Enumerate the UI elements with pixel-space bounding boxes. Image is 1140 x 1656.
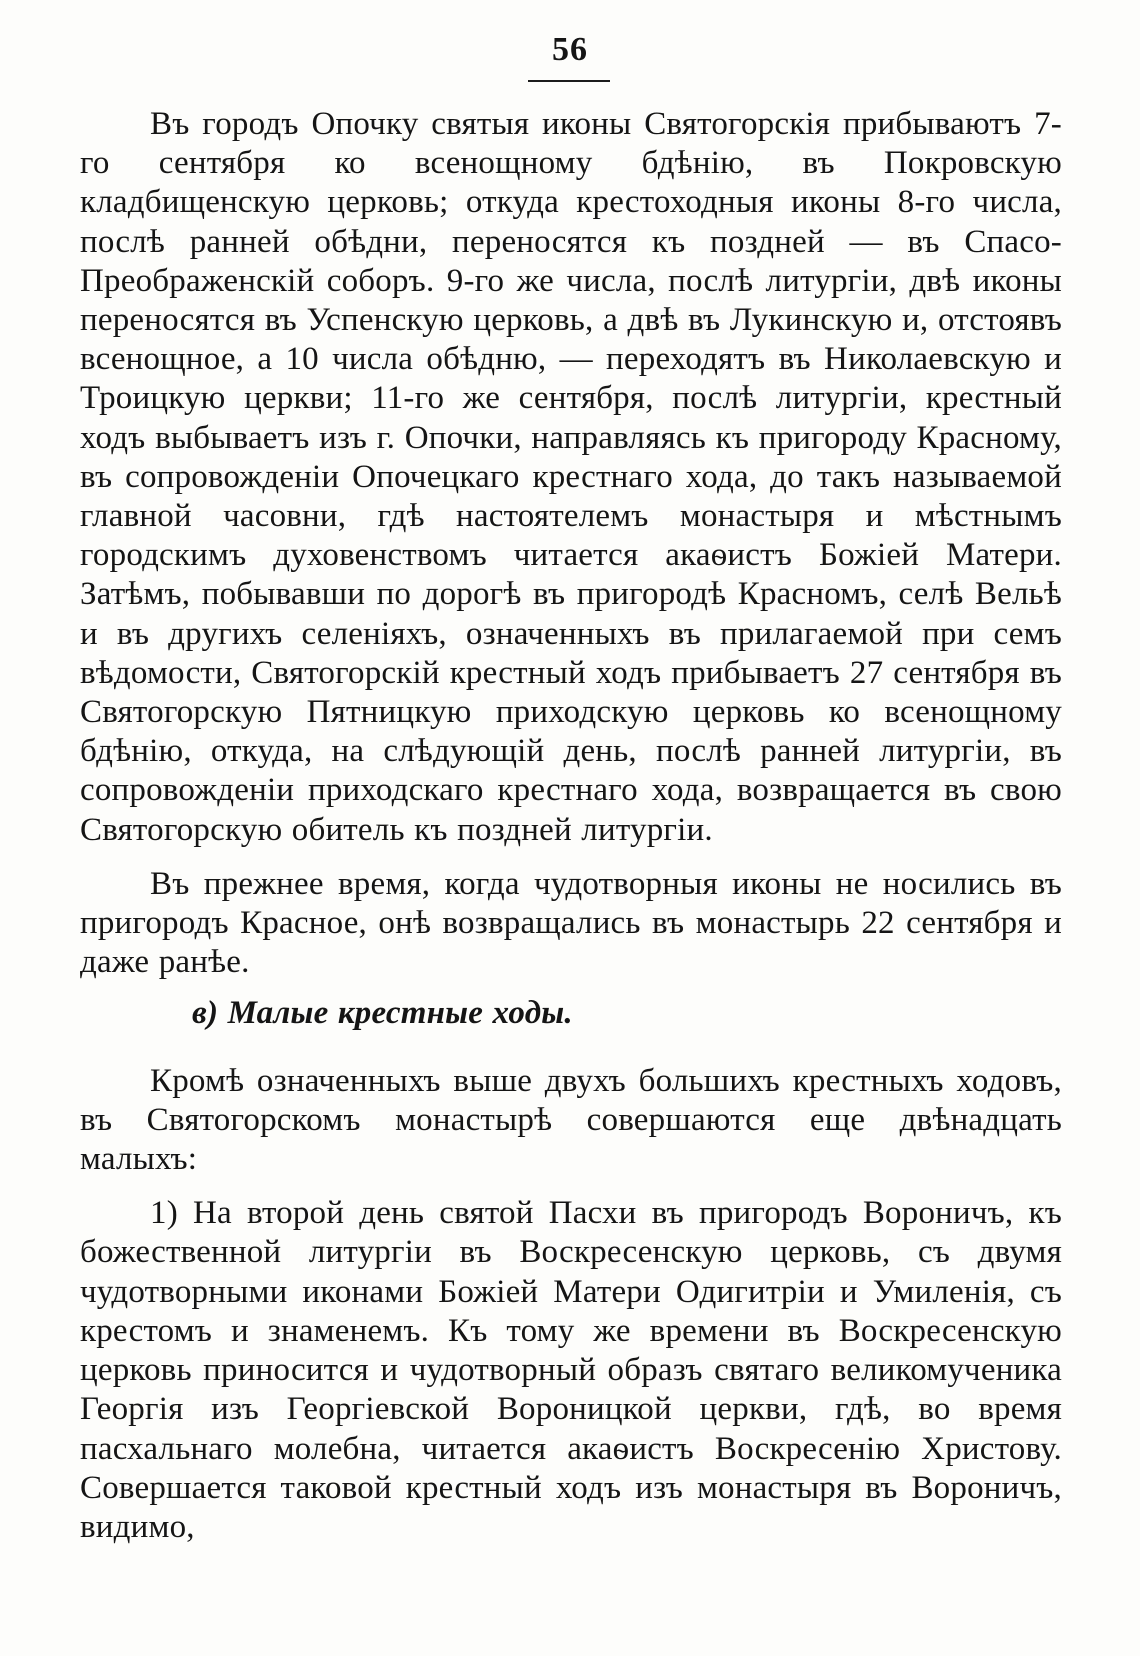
paragraph-twelve-small-processions: Кромѣ означенныхъ выше двухъ большихъ крестныхъ ходовъ, въ Святогорскомъ монастырѣ совершаются еще двѣнадцать малыхъ: (80, 1062, 1062, 1178)
section-heading-small-processions: в) Малые крестные ходы. (192, 995, 573, 1032)
paragraph-item-1-voronich: 1) На второй день святой Пасхи въ пригородъ Вороничъ, къ божественной литургіи въ Воскресенскую церковь, съ двумя чудотворными иконами Божіей Матери Одигитріи и Умиленія, съ крестомъ и знаменемъ. Къ тому же времени въ Воскресенскую церковь приносится и чудотворный образъ святаго великомученика Георгія изъ Георгіевской Вороницкой церкви, гдѣ, во время пасхальнаго молебна, читается акаѳистъ Воскресенію Христову. Совершается таковой крестный ходъ изъ монастыря въ Вороничъ, видимо, (80, 1195, 1062, 1545)
paragraph-former-times: Въ прежнее время, когда чудотворныя иконы не носились въ пригородъ Красное, онѣ возвращались въ монастырь 22 сентября и даже ранѣе. (80, 865, 1062, 981)
page-number: 56 (552, 31, 588, 68)
page-text (80, 105, 1062, 1547)
paragraph-procession-to-opochka: Въ городъ Опочку святыя иконы Святогорскія прибываютъ 7-го сентября ко всенощному бдѣнію, въ Покровскую кладбищенскую церковь; откуда крестоходныя иконы 8-го числа, послѣ ранней обѣдни, переносятся къ поздней — въ Спасо-Преображенскій соборъ. 9-го же числа, послѣ литургіи, двѣ иконы переносятся въ Успенскую церковь, а двѣ въ Лукинскую и, отстоявъ всенощное, а 10 числа обѣдню, — переходятъ въ Николаевскую и Троицкую церкви; 11-го же сентября, послѣ литургіи, крестный ходъ выбываетъ изъ г. Опочки, направляясь къ пригороду Красному, въ сопровожденіи Опочецкаго крестнаго хода, до такъ называемой главной часовни, гдѣ настоятелемъ монастыря и мѣстнымъ городскимъ духовенствомъ читается акаѳистъ Божіей Матери. Затѣмъ, побывавши по дорогѣ въ пригородѣ Красномъ, селѣ Вельѣ и въ другихъ селеніяхъ, означенныхъ въ прилагаемой при семъ вѣдомости, Святогорскій крестный ходъ прибываетъ 27 сентября въ Святогорскую Пятницкую приходскую церковь ко всенощному бдѣнію, откуда, на слѣдующій день, послѣ ранней литургіи, въ сопровожденіи приходскаго крестнаго хода, возвращается въ свою Святогорскую обитель къ поздней литургіи. (80, 106, 1062, 848)
page-number-rule (528, 80, 610, 82)
